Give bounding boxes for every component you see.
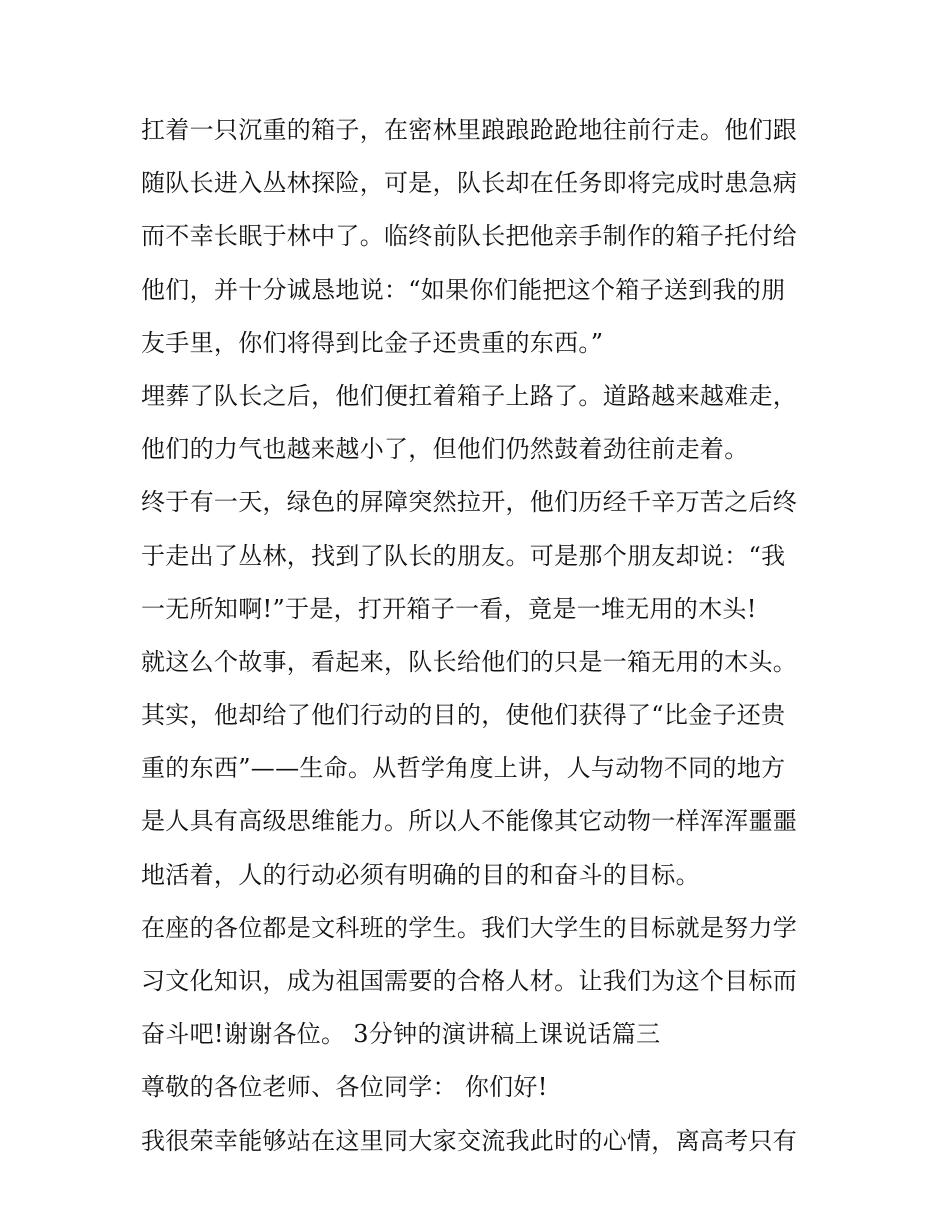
text-line: 他们的力气也越来越小了，但他们仍然鼓着劲往前走着。 <box>141 435 749 464</box>
text-line: 于走出了丛林，找到了队长的朋友。可是那个朋友却说：“我 <box>141 541 786 570</box>
text-line: 重的东西”——生命。从哲学角度上讲，人与动物不同的地方 <box>141 754 786 783</box>
text-line: 习文化知识，成为祖国需要的合格人材。让我们为这个目标而 <box>141 967 798 995</box>
text-line: 我很荣幸能够站在这里同大家交流我此时的心情，离高考只有 <box>141 1126 798 1155</box>
text-line: 就这么个故事，看起来，队长给他们的只是一箱无用的木头。 <box>141 647 798 676</box>
text-line: 扛着一只沉重的箱子，在密林里踉踉跄跄地往前行走。他们跟 <box>141 116 798 144</box>
text-line: 终于有一天，绿色的屏障突然拉开，他们历经千辛万苦之后终 <box>141 488 798 517</box>
document-body <box>141 104 821 1168</box>
text-line: 而不幸长眠于林中了。临终前队长把他亲手制作的箱子托付给 <box>141 222 798 251</box>
text-line: 是人具有高级思维能力。所以人不能像其它动物一样浑浑噩噩 <box>141 807 798 836</box>
text-line: 随队长进入丛林探险，可是，队长却在任务即将完成时患急病 <box>141 169 798 198</box>
text-line: 一无所知啊!”于是，打开箱子一看，竟是一堆无用的木头! <box>141 594 757 623</box>
text-line: 在座的各位都是文科班的学生。我们大学生的目标就是努力学 <box>141 913 798 942</box>
text-line: 他们，并十分诚恳地说：“如果你们能把这个箱子送到我的朋 <box>141 275 786 304</box>
text-line: 尊敬的各位老师、各位同学： 你们好! <box>141 1073 548 1102</box>
text-line: 奋斗吧!谢谢各位。 3分钟的演讲稿上课说话篇三 <box>141 1020 661 1049</box>
text-line: 埋葬了队长之后，他们便扛着箱子上路了。道路越来越难走， <box>141 381 798 410</box>
text-line: 其实，他却给了他们行动的目的，使他们获得了“比金子还贵 <box>141 701 786 730</box>
text-line: 友手里，你们将得到比金子还贵重的东西。” <box>141 328 604 357</box>
text-line: 地活着，人的行动必须有明确的目的和奋斗的目标。 <box>141 860 700 889</box>
